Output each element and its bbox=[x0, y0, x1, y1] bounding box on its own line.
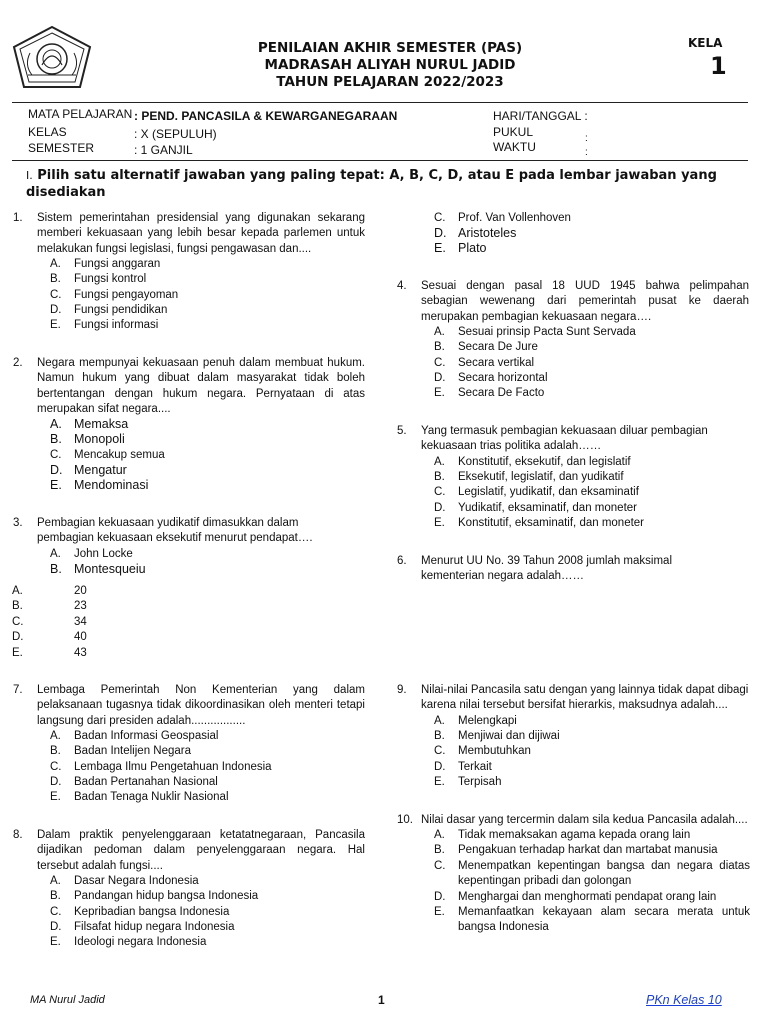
question-stem: Nilai dasar yang tercermin dalam sila kedua Pancasila adalah.... bbox=[421, 814, 748, 826]
option-b: B. Montesqueiu bbox=[50, 562, 146, 576]
question-7 bbox=[13, 683, 368, 808]
hari-label: HARI/TANGGAL : bbox=[493, 109, 588, 123]
instruction-number: I. bbox=[26, 169, 33, 182]
mapel-value: : PEND. PANCASILA & KEWARGANEGARAAN bbox=[134, 109, 398, 123]
option-e: E. Konstitutif, eksaminatif, dan moneter bbox=[434, 517, 645, 529]
mapel-label: MATA PELAJARAN bbox=[28, 107, 133, 121]
option-d: D. Terkait bbox=[434, 761, 492, 773]
option-b: B. Secara De Jure bbox=[434, 341, 538, 353]
question-5 bbox=[397, 424, 751, 534]
instruction-text: Pilih satu alternatif jawaban yang paling tepat: A, B, C, D, atau E pada lembar jawaban yang disediakan bbox=[26, 168, 717, 200]
option-c: C. 34 bbox=[12, 616, 87, 628]
option-d: D. Badan Pertanahan Nasional bbox=[50, 776, 218, 788]
option-d: D. Yudikatif, eksaminatif, dan moneter bbox=[434, 502, 637, 514]
question-stem: Menurut UU No. 39 Tahun 2008 jumlah maksimal kementerian negara adalah…… bbox=[421, 555, 672, 583]
exam-header bbox=[180, 40, 600, 91]
question-3-continued bbox=[434, 211, 734, 261]
question-1 bbox=[13, 211, 368, 336]
question-number: 6. bbox=[397, 555, 407, 567]
option-c: C. Lembaga Ilmu Pengetahuan Indonesia bbox=[50, 761, 272, 773]
option-a: A. Fungsi anggaran bbox=[50, 258, 161, 270]
option-a: A. Melengkapi bbox=[434, 715, 517, 727]
question-9 bbox=[397, 683, 751, 793]
question-number: 2. bbox=[13, 357, 23, 369]
semester-value: : 1 GANJIL bbox=[134, 143, 193, 157]
option-b: B. Pandangan hidup bangsa Indonesia bbox=[50, 890, 259, 902]
question-stem: Nilai-nilai Pancasila satu dengan yang lainnya tidak dapat dibagi karena nilai tersebut bersifat hierarkis, maksudnya adalah.... bbox=[421, 684, 749, 712]
option-c: C. Prof. Van Vollenhoven bbox=[434, 212, 571, 224]
option-e: E. Secara De Facto bbox=[434, 387, 545, 399]
question-number: 7. bbox=[13, 684, 23, 696]
question-stem: Sistem pemerintahan presidensial yang digunakan sekarang memberi kekuasaan yang lebih besar kepada parlemen untuk melakukan fungsi legislasi, fungsi pengawasan dan.... bbox=[37, 212, 365, 255]
option-c: C. Membutuhkan bbox=[434, 745, 531, 757]
question-4 bbox=[397, 279, 751, 404]
option-e: E. Memanfaatkan kekayaan alam secara merata untuk bangsa Indonesia bbox=[434, 906, 750, 934]
waktu-label: WAKTU bbox=[493, 140, 536, 154]
option-a: A. Badan Informasi Geospasial bbox=[50, 730, 219, 742]
option-b: B. Monopoli bbox=[50, 432, 125, 446]
option-d: D. Fungsi pendidikan bbox=[50, 304, 168, 316]
question-number: 3. bbox=[13, 517, 23, 529]
question-6-options bbox=[12, 584, 132, 664]
page-number: 1 bbox=[378, 993, 385, 1007]
option-a: A. Dasar Negara Indonesia bbox=[50, 875, 199, 887]
question-number: 10. bbox=[397, 814, 413, 826]
option-a: A. Konstitutif, eksekutif, dan legislatif bbox=[434, 456, 631, 468]
option-e: E. Terpisah bbox=[434, 776, 502, 788]
option-a: A. 20 bbox=[12, 585, 87, 597]
kelas-label: KELA bbox=[688, 36, 723, 50]
header-line-3: TAHUN PELAJARAN 2022/2023 bbox=[276, 74, 504, 90]
question-stem: Negara mempunyai kekuasaan penuh dalam membuat hukum. Namun hukum yang dibuat dalam masyarakat tidak boleh bertentangan dengan hukum negara. Pernyataan di atas merupakan sifat negara.... bbox=[37, 357, 365, 415]
question-10 bbox=[397, 813, 751, 943]
question-number: 9. bbox=[397, 684, 407, 696]
option-c: C. Fungsi pengayoman bbox=[50, 289, 179, 301]
question-stem: Yang termasuk pembagian kekuasaan diluar pembagian kekuasaan trias politika adalah…… bbox=[421, 425, 708, 453]
option-e: E. Fungsi informasi bbox=[50, 319, 159, 331]
option-c: C. Menempatkan kepentingan bangsa dan negara diatas kepentingan pribadi dan golongan bbox=[434, 860, 750, 888]
header-divider bbox=[12, 102, 748, 103]
question-stem: Lembaga Pemerintah Non Kementerian yang dalam pelaksanaan tugasnya tidak dikoordinasikan oleh menteri tetapi langsung dari presiden adalah................. bbox=[37, 684, 365, 727]
option-d: D. Aristoteles bbox=[434, 226, 517, 240]
option-b: B. Menjiwai dan dijiwai bbox=[434, 730, 560, 742]
question-number: 4. bbox=[397, 280, 407, 292]
option-c: C. Legislatif, yudikatif, dan eksaminatif bbox=[434, 486, 639, 498]
question-stem: Dalam praktik penyelenggaraan ketatatnegaraan, Pancasila dijadikan pedoman dalam penyelenggaraan negara. Hal tersebut adalah fungsi.... bbox=[37, 829, 365, 872]
school-logo-icon bbox=[12, 25, 92, 91]
kelas-info-value: : X (SEPULUH) bbox=[134, 127, 217, 141]
option-a: A. John Locke bbox=[50, 548, 133, 560]
pukul-colon: : bbox=[585, 133, 588, 144]
footer-school: MA Nurul Jadid bbox=[30, 994, 105, 1006]
option-c: C. Mencakup semua bbox=[50, 449, 165, 461]
option-d: D. Secara horizontal bbox=[434, 372, 548, 384]
option-b: B. Badan Intelijen Negara bbox=[50, 745, 191, 757]
waktu-colon: : bbox=[585, 147, 588, 158]
semester-label: SEMESTER bbox=[28, 141, 95, 155]
header-line-2: MADRASAH ALIYAH NURUL JADID bbox=[264, 57, 516, 73]
question-3 bbox=[13, 516, 368, 578]
question-stem: Pembagian kekuasaan yudikatif dimasukkan dalam pembagian kekuasaan eksekutif menurut pendapat…. bbox=[37, 517, 313, 545]
option-a: A. Tidak memaksakan agama kepada orang lain bbox=[434, 829, 691, 841]
option-e: E. 43 bbox=[12, 647, 87, 659]
option-c: C. Kepribadian bangsa Indonesia bbox=[50, 906, 230, 918]
footer-subject-link[interactable]: PKn Kelas 10 bbox=[646, 993, 722, 1007]
option-b: B. Fungsi kontrol bbox=[50, 273, 147, 285]
option-d: D. Mengatur bbox=[50, 463, 127, 477]
kelas-info-label: KELAS bbox=[28, 125, 67, 139]
option-c: C. Secara vertikal bbox=[434, 357, 535, 369]
info-divider bbox=[12, 160, 748, 161]
pukul-label: PUKUL bbox=[493, 125, 534, 139]
option-e: E. Mendominasi bbox=[50, 478, 149, 492]
option-a: A. Memaksa bbox=[50, 417, 129, 431]
option-d: D. Filsafat hidup negara Indonesia bbox=[50, 921, 235, 933]
question-6 bbox=[397, 554, 751, 586]
kelas-number: 1 bbox=[710, 52, 727, 80]
header-line-1: PENILAIAN AKHIR SEMESTER (PAS) bbox=[257, 40, 523, 56]
option-e: E. Badan Tenaga Nuklir Nasional bbox=[50, 791, 229, 803]
option-b: B. 23 bbox=[12, 600, 87, 612]
question-number: 5. bbox=[397, 425, 407, 437]
option-d: D. Menghargai dan menghormati pendapat orang lain bbox=[434, 891, 717, 903]
instruction bbox=[26, 167, 746, 201]
question-8 bbox=[13, 828, 368, 953]
question-stem: Sesuai dengan pasal 18 UUD 1945 bahwa pelimpahan sebagian wewenang dari pemerintah pusat ke daerah merupakan pembagian kekuasaan negara…. bbox=[421, 280, 749, 323]
option-a: A. Sesuai prinsip Pacta Sunt Servada bbox=[434, 326, 636, 338]
option-d: D. 40 bbox=[12, 631, 87, 643]
question-2 bbox=[13, 356, 368, 496]
option-b: B. Pengakuan terhadap harkat dan martabat manusia bbox=[434, 844, 718, 856]
option-e: E. Plato bbox=[434, 241, 487, 255]
option-b: B. Eksekutif, legislatif, dan yudikatif bbox=[434, 471, 624, 483]
option-e: E. Ideologi negara Indonesia bbox=[50, 936, 207, 948]
question-number: 1. bbox=[13, 212, 23, 224]
question-number: 8. bbox=[13, 829, 23, 841]
